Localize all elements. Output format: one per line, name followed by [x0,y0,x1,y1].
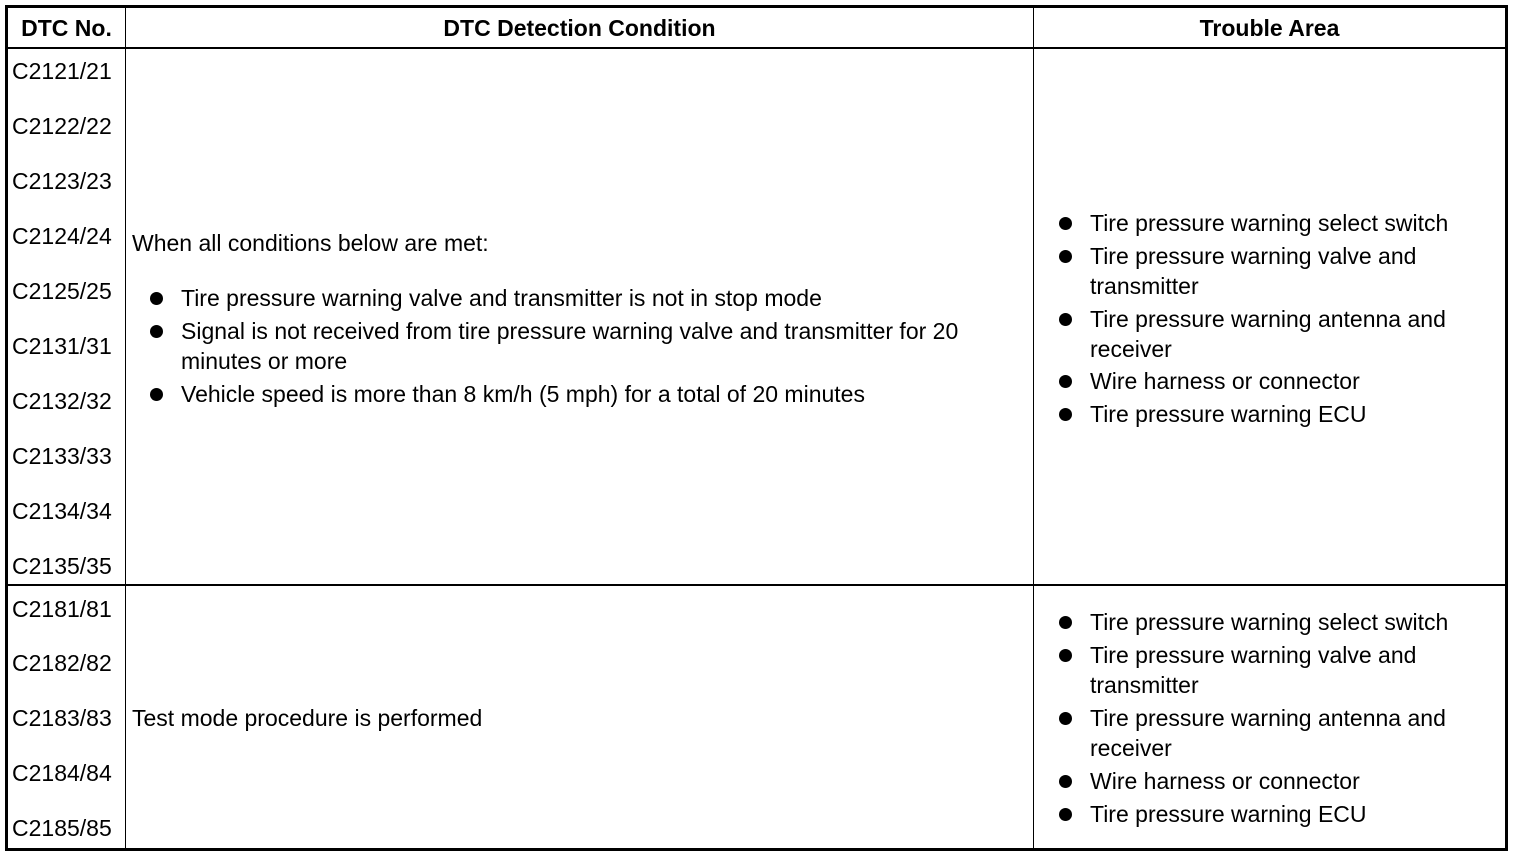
dtc-code: C2135/35 [12,553,112,579]
trouble-item: Tire pressure warning antenna and [1090,306,1446,332]
bullet-icon [1059,775,1072,788]
trouble-item: Wire harness or connector [1090,768,1360,794]
header-dtc-no: DTC No. [21,14,112,41]
trouble-item-continued: receiver [1090,336,1172,362]
dtc-code: C2125/25 [12,278,112,304]
trouble-item: Tire pressure warning antenna and [1090,705,1446,731]
dtc-code: C2181/81 [12,596,112,622]
condition-item-continued: minutes or more [181,348,348,374]
dtc-code: C2123/23 [12,168,112,194]
condition-item: Tire pressure warning valve and transmitter is not in stop mode [181,285,822,311]
bullet-icon [1059,712,1072,725]
condition-intro: When all conditions below are met: [132,230,489,256]
bullet-icon [150,325,163,338]
trouble-item: Wire harness or connector [1090,368,1360,394]
bullet-icon [1059,313,1072,326]
bullet-icon [1059,408,1072,421]
bullet-icon [1059,649,1072,662]
dtc-code: C2132/32 [12,388,112,414]
dtc-code: C2134/34 [12,498,112,524]
column-divider [1033,8,1034,848]
bullet-icon [1059,375,1072,388]
trouble-item: Tire pressure warning ECU [1090,401,1367,427]
dtc-code: C2122/22 [12,113,112,139]
dtc-code: C2133/33 [12,443,112,469]
column-divider [125,8,126,848]
trouble-item: Tire pressure warning valve and [1090,243,1417,269]
condition-item: Signal is not received from tire pressure warning valve and transmitter for 20 [181,318,959,344]
bullet-icon [1059,616,1072,629]
bullet-icon [150,388,163,401]
dtc-code: C2182/82 [12,650,112,676]
dtc-code: C2121/21 [12,58,112,84]
trouble-item-continued: transmitter [1090,672,1199,698]
trouble-item: Tire pressure warning select switch [1090,609,1449,635]
dtc-code: C2185/85 [12,815,112,841]
bullet-icon [150,292,163,305]
condition-item: Vehicle speed is more than 8 km/h (5 mph) for a total of 20 minutes [181,381,865,407]
dtc-code: C2124/24 [12,223,112,249]
dtc-code: C2131/31 [12,333,112,359]
trouble-item: Tire pressure warning select switch [1090,210,1449,236]
header-condition: DTC Detection Condition [443,14,716,41]
bullet-icon [1059,250,1072,263]
trouble-item-continued: transmitter [1090,273,1199,299]
bullet-icon [1059,808,1072,821]
dtc-code: C2183/83 [12,705,112,731]
trouble-item: Tire pressure warning valve and [1090,642,1417,668]
condition-text: Test mode procedure is performed [132,705,483,731]
header-trouble-area: Trouble Area [1199,14,1340,41]
trouble-item: Tire pressure warning ECU [1090,801,1367,827]
trouble-item-continued: receiver [1090,735,1172,761]
bullet-icon [1059,217,1072,230]
dtc-code: C2184/84 [12,760,112,786]
row-divider [8,584,1505,586]
